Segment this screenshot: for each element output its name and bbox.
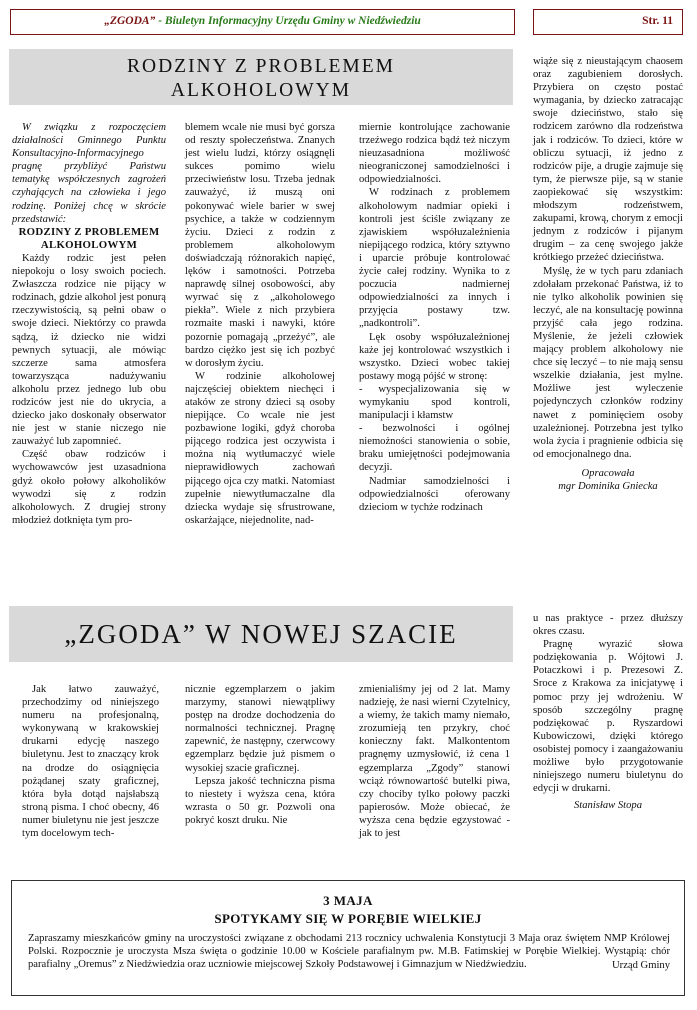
notice-box	[11, 880, 685, 996]
notice-title-line2: SPOTYKAMY SIĘ W PORĘBIE WIELKIEJ	[214, 911, 482, 926]
article1-paragraph: wiąże się z nieustającym chaosem oraz zagubieniem dorosłych. Przybiera on często postać wymagania, by dziecko zatracając swoje dzieciństwo, stało się rodzicem zarówno dla rodzeństwa jak i rodziców. To dzieci, które w obliczu sytuacji, iż jedno z rodziców pije, a drugie zajmuje się tym, że pierwsze pije, są w stanie zaopiekować się wszystkim: młodszym rodzeństwem, zakupami, krową, chorym z emocji jednym z rodziców i pijanym drugim – za cenę swojego jakże krótkiego przeżeć dzieciństwa.	[533, 56, 683, 264]
article2-paragraph: Pragnę wyrazić słowa podziękowania p. Wójtowi J. Potaczkowi i p. Prezesowi Z. Sroce z Krakowa za inicjatywę i pomoc przy jej wdrożeniu. W sposób szczególny pragnę podziękować p. Ryszardowi Kubowiczowi, dzięki którego osobistej pomocy i zaangażowaniu możliwe było przygotowanie niniejszego numeru biuletynu do edycji w drukarni.	[533, 639, 683, 795]
article1-subheading: RODZINY Z PROBLEMEM ALKOHOLOWYM	[18, 225, 160, 251]
article1-paragraph: Każdy rodzic jest pełen niepokoju o losy swoich pociech. Zwłaszcza rodzice nie pijący w rodzinach, gdzie alkohol jest ponurą rzeczywistością, są pełni obaw o swoje dzieci. Niektórzy co prawda sądzą, iż dziecko nie widzi pewnych sytuacji, ale mówiąc szczerze sama atmosfera towarzysząca nadużywaniu alkoholu przez jednego lub obu rodziców jest nie do ukrycia, a dziecko jako doskonały obserwator nie jest w stanie niczego nie zauważyć lub zapomnieć.	[12, 252, 166, 448]
article2-paragraph: Jak łatwo zauważyć, przechodzimy od niniejszego numeru na profesjonalną, wykonywaną w krakowskiej drukarni edycję naszego biuletynu. Jest to znaczący krok na drodze do osiągnięcia pożądanej szaty graficznej, która była dotąd najsłabszą stroną pisma. I choć obecny, 46 numer biuletynu nie jest jeszcze tym docelowym tech-	[22, 684, 159, 840]
article2-title: „ZGODA” W NOWEJ SZACIE	[64, 619, 458, 649]
article1-paragraph: Część obaw rodziców i wychowawców jest uzasadniona gdyż około połowy alkoholików wywodzi się z rodzin alkoholowych. Z drugiej strony młodzież dotknięta tym pro-	[12, 449, 166, 526]
notice-signature: Urząd Gminy	[612, 959, 670, 971]
article1-paragraph: miernie kontrolujące zachowanie trzeźwego rodzica bądź też niczym nieuzasadniona możliwość nieograniczonej samodzielności i odpowiedzialności.	[359, 122, 510, 186]
article2-paragraph: zmienialiśmy jej od 2 lat. Mamy nadzieję, że nasi wierni Czytelnicy, a wiemy, że takich mamy niemało, zrozumieją ten przykry, choć konieczny fakt. Malkontentom pragnęmy uzmysłowić, iż cena 1 egzemplarza „Zgody” stanowi wciąż równowartość butelki piwa, czy chociby tylko połowy paczki papierosów. Może obiecać, że wyższa cena będzie egzystować - jak to jest	[359, 684, 510, 840]
article2-paragraph: Lepsza jakość techniczna pisma to niestety i wyższa cena, która wzrasta o 50 gr. Pozwoli ona pokryć koszt druku. Nie	[185, 775, 335, 826]
article2-banner	[9, 606, 513, 662]
article1-paragraph: Nadmiar samodzielności i odpowiedzialności oferowany dzieciom w tychże rodzinach	[359, 475, 510, 513]
article1-banner	[9, 49, 513, 105]
notice-text: Zapraszamy mieszkańców gminy na uroczystości związane z obchodami 213 rocznicy uchwalenia Konstytucji 3 Maja oraz świętem NMP Królowej Polski. Rozpocznie je uroczysta Msza święta o godzinie 10.00 w Kościele parafialnym pw. M.B. Fatimskiej w Porębie Wielkiej. Wystąpią: chór parafialny „Oremus” z Niedźwiedzia oraz uczniowie miejscowej Szkoły Podstawowej i Gimnazjum w Niedźwiedziu.	[28, 933, 670, 971]
article2-paragraph: nicznie egzemplarzem o jakim marzymy, stanowi niewątpliwy postęp na drodze dochodzenia do normalności technicznej. Pragnę zapewnić, że następny, czerwcowy egzemplarz będzie już pismem o wysokiej szacie graficznej.	[185, 684, 335, 774]
article1-column-3	[359, 121, 510, 514]
article1-column-1	[12, 121, 166, 527]
article1-signature-label: Opracowała	[581, 467, 635, 479]
article2-column-1	[22, 683, 159, 840]
article1-list-item: - wyspecjalizowania się w wymykaniu spod kontroli, manipulacji i kłamstw	[359, 383, 510, 422]
notice-title-line1: 3 MAJA	[323, 893, 373, 908]
publication-quote: „ZGODA”	[104, 15, 156, 27]
publication-subtitle: - Biuletyn Informacyjny Urzędu Gminy w Niedźwiedziu	[155, 15, 421, 27]
article1-signature-name: mgr Dominika Gniecka	[558, 481, 658, 492]
article2-column-2	[185, 683, 335, 827]
article2-signature: Stanisław Stopa	[574, 800, 642, 812]
article1-column-4	[533, 55, 683, 493]
article1-list-item: - bezwolności i ogólnej niemożności stanowienia o sobie, braku umiejętności podejmowania decyzji.	[359, 423, 510, 474]
page-number: Str. 11	[642, 15, 673, 27]
article2-column-3	[359, 683, 510, 840]
article1-title-line1: RODZINY Z PROBLEMEM	[126, 56, 396, 77]
article2-paragraph: u nas praktyce - przez dłuższy okres czasu.	[533, 613, 683, 638]
article1-paragraph: blemem wcale nie musi być gorsza od reszty społeczeństwa. Znanych jest wielu ludzi, którzy osiągnęli sukces pomimo wielu przeciwieństw losu. Trzeba jednak zauważyć, iż muszą oni pokonywać wiele barier w swej psychice, a także w codziennym życiu. Dzieci z rodzin z problemem alkoholowym doświadczają różnorakich napięć, lęków i samotności. Potrzeba naprawdę silnej osobowości, aby wyrwać się z „alkoholowego piekła”. Wiele z nich przybiera rozmaite maski i nawyki, które pozornie pomagają „przeżyć”, ale bardzo ciężko jest się ich pozbyć w dorosłym życiu.	[185, 122, 335, 369]
article1-paragraph: Myślę, że w tych paru zdaniach zdołałam przekonać Państwa, iż to nie tylko alkoholik powinien się leczyć, ale na konsultację powinna przyjść cała jego rodzina. Myślenie, że jeżeli człowiek mający problem alkoholowy nie chce się leczyć – to nie mają sensu wszelkie działania, jest mylne. Możliwe jest wyleczenie pojedynczych członków rodziny nawet z pominięciem osoby uzależnionej. Potrzebna jest tylko wola życia i pragnienie odbicia się od emocjonalnego dna.	[533, 265, 683, 460]
article1-paragraph: W rodzinach z problemem alkoholowym nadmiar opieki i kontroli jest ściśle związany ze zjawiskiem współuzależnienia niepijącego rodzica, który sztywno i uparcie próbuje kontrolować życie całej rodziny. Wynika to z poczucia nadmiernej odpowiedzialności za innych i przyjęcia postawy tzw. „nadkontroli”.	[359, 187, 510, 330]
article2-column-4	[533, 612, 683, 812]
article1-intro: W związku z rozpoczęciem działalności Gminnego Punktu Konsultacyjno-Informacyjnego pragnę przybliżyć Państwu tematykę współczesnych zagrożeń czyhających na człowieka i jego rodzinę. Poniżej chcę w skrócie przedstawić:	[12, 122, 166, 225]
article1-paragraph: Lęk osoby współuzależnionej każe jej kontrolować wszystkich i wszystko. Dzieci wobec takiej postawy mogą pójść w stronę:	[359, 331, 510, 382]
article1-column-2	[185, 121, 335, 527]
publication-title	[10, 9, 515, 33]
article1-title-line2: ALKOHOLOWYM	[170, 80, 352, 101]
article1-paragraph: W rodzinie alkoholowej najczęściej obiektem niechęci i ataków ze strony dzieci są osoby niepijące. Co wcale nie jest pozbawione logiki, gdyż choroba pijącego rodzica jest oczywista i można nią wytłumaczyć wiele nieprawidłowych zachowań pijącego ojca czy matki. Natomiast zupełnie niewytłumaczalne dla dziecka wydaje się sfrustrowane, oskarżające, niejednolite, nad-	[185, 370, 335, 526]
article1-title	[9, 49, 513, 103]
